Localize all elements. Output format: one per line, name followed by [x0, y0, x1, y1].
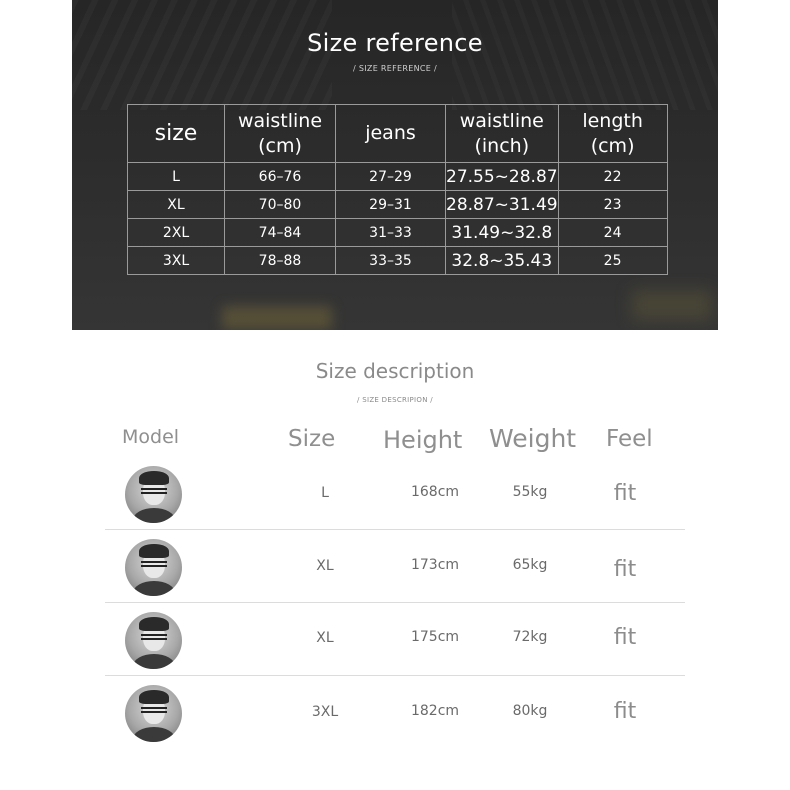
header-length-cm: length (cm)	[558, 105, 667, 163]
cell-length-cm: 23	[558, 191, 667, 219]
cell-length-cm: 25	[558, 247, 667, 275]
model-feel: fit	[613, 625, 637, 650]
header-weight: Weight	[489, 424, 577, 453]
model-size: XL	[316, 630, 334, 646]
cell-waistline-cm: 78–88	[225, 247, 336, 275]
list-item	[105, 676, 685, 749]
cell-waistline-inch: 28.87~31.49	[446, 191, 559, 219]
cell-waistline-cm: 74–84	[225, 219, 336, 247]
cell-waistline-cm: 66–76	[225, 163, 336, 191]
size-reference-title: Size reference	[307, 29, 483, 57]
size-description-subtitle: / SIZE DESCRIPION /	[357, 396, 433, 404]
list-item	[105, 530, 685, 603]
header-size: Size	[288, 426, 336, 452]
cell-size: XL	[128, 191, 225, 219]
size-description-title: Size description	[315, 359, 475, 383]
table-row	[128, 219, 668, 247]
model-size: L	[321, 485, 329, 501]
header-height: Height	[383, 426, 463, 454]
cell-jeans: 31–33	[336, 219, 446, 247]
header-model: Model	[122, 426, 180, 448]
person-photo-icon	[125, 466, 182, 523]
background-texture	[222, 306, 332, 330]
model-height: 182cm	[410, 703, 460, 719]
size-reference-subtitle: / SIZE REFERENCE /	[353, 64, 437, 73]
cell-size: 2XL	[128, 219, 225, 247]
model-height: 173cm	[410, 557, 460, 573]
model-size: 3XL	[311, 704, 339, 720]
model-weight: 65kg	[512, 557, 548, 573]
header-waistline-inch: waistline (inch)	[446, 105, 559, 163]
list-item	[105, 457, 685, 530]
cell-size: 3XL	[128, 247, 225, 275]
person-photo-icon	[125, 539, 182, 596]
model-height: 175cm	[410, 629, 460, 645]
model-weight: 55kg	[512, 484, 548, 500]
cell-length-cm: 22	[558, 163, 667, 191]
table-row	[128, 247, 668, 275]
header-waistline-cm: waistline (cm)	[225, 105, 336, 163]
cell-jeans: 29–31	[336, 191, 446, 219]
model-height: 168cm	[410, 484, 460, 500]
table-row	[128, 191, 668, 219]
person-photo-icon	[125, 685, 182, 742]
cell-waistline-inch: 32.8~35.43	[446, 247, 559, 275]
header-feel: Feel	[606, 426, 653, 452]
model-feel: fit	[613, 699, 637, 724]
cell-jeans: 27–29	[336, 163, 446, 191]
size-reference-panel	[72, 0, 718, 330]
person-photo-icon	[125, 612, 182, 669]
table-header-row	[128, 105, 668, 163]
model-feel: fit	[613, 557, 637, 582]
header-jeans: jeans	[336, 105, 446, 163]
cell-waistline-inch: 27.55~28.87	[446, 163, 559, 191]
background-texture	[632, 290, 712, 320]
model-size: XL	[316, 558, 334, 574]
table-row	[128, 163, 668, 191]
list-item	[105, 603, 685, 676]
model-feel: fit	[613, 481, 637, 506]
model-weight: 80kg	[512, 703, 548, 719]
size-reference-table	[127, 104, 668, 275]
cell-jeans: 33–35	[336, 247, 446, 275]
cell-length-cm: 24	[558, 219, 667, 247]
cell-waistline-inch: 31.49~32.8	[446, 219, 559, 247]
model-weight: 72kg	[512, 629, 548, 645]
header-size: size	[128, 105, 225, 163]
cell-size: L	[128, 163, 225, 191]
cell-waistline-cm: 70–80	[225, 191, 336, 219]
